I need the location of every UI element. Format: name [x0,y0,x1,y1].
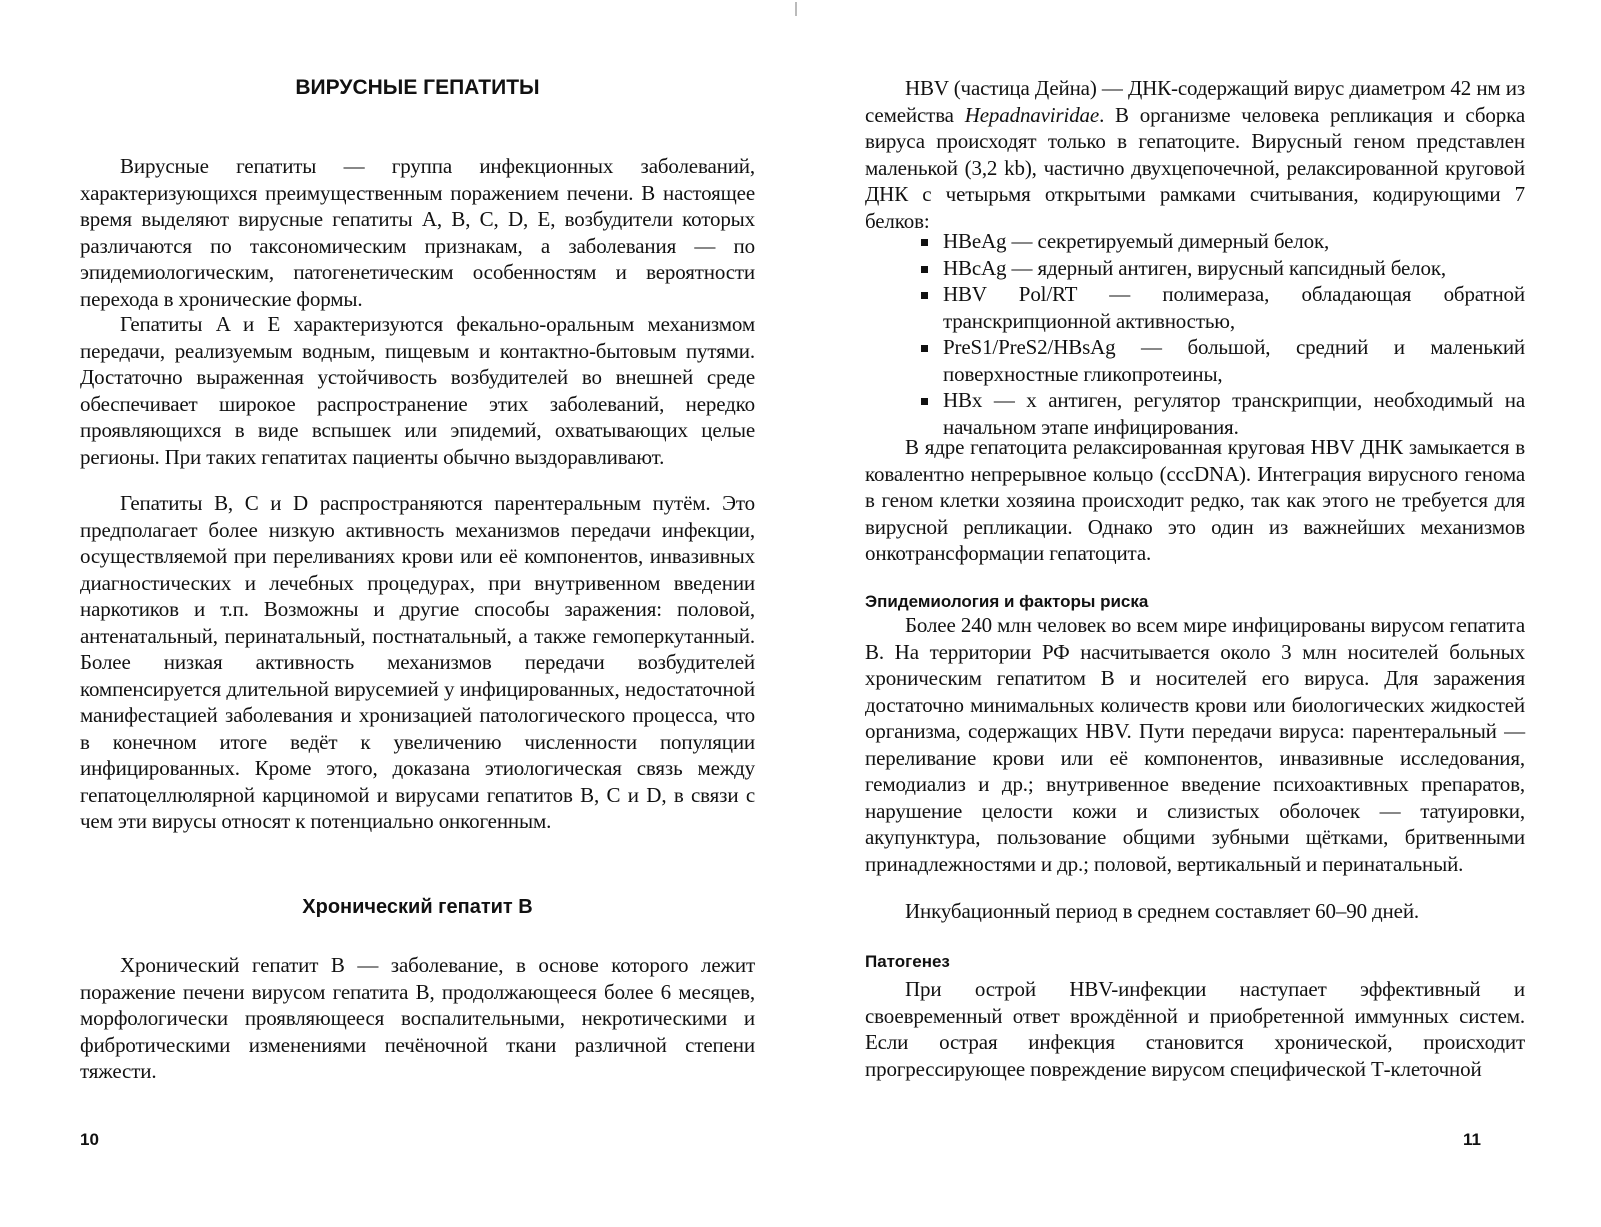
paragraph: В ядре гепатоцита релаксированная круговая HBV ДНК замыкается в ковалентно непрерывное кольцо (cccDNA). Интеграция вирусного генома в геном клетки хозяина происходит редко, так как этого не требуется для вирусной репликации. Однако это один из важнейших механизмов онкотрансформации гепатоцита. [865,435,1525,565]
bullet-icon [921,239,928,246]
page-number: 11 [1463,1130,1481,1149]
right-page [865,0,1525,1227]
paragraph: Хронический гепатит B — заболевание, в основе которого лежит поражение печени вирусом гепатита B, продолжающееся более 6 месяцев, морфологически проявляющееся воспалительными, некротическими и фибротическими изменениями печёночной ткани различной степени тяжести. [80,953,755,1083]
list-item: HBeAg — секретируемый димерный белок, [917,228,1525,255]
page-number: 10 [80,1130,99,1149]
gutter-mark [795,2,797,16]
paragraph: Вирусные гепатиты — группа инфекционных заболеваний, характеризующихся преимущественным поражением печени. В настоящее время выделяют вирусные гепатиты A, B, C, D, E, возбудители которых различаются по таксономическим признакам, а заболевания — по эпидемиологическим, патогенетическим особенностям и вероятности перехода в хронические формы. [80,154,755,311]
bullet-list [917,228,1525,440]
paragraph: Более 240 млн человек во всем мире инфицированы вирусом гепатита B. На территории РФ насчитывается около 3 млн носителей больных хроническим гепатитом B и носителей его вируса. Для заражения достаточно минимальных количеств крови или биологических жидкостей организма, содержащих HBV. Пути передачи вируса: парентеральный — переливание крови или её компонентов, инвазивные исследования, гемодиализ и др.; внутривенное введение психоактивных препаратов, нарушение целости кожи и слизистых оболочек — татуировки, акупунктура, пользование общими зубными щётками, бритвенными принадлежностями и др.; половой, вертикальный и перинатальный. [865,613,1525,876]
bullet-icon [921,345,928,352]
italic-term: Hepadnaviridae [964,102,1100,127]
paragraph: Гепатиты B, C и D распространяются парентеральным путём. Это предполагает более низкую активность механизмов передачи инфекции, осуществляемой при переливаниях крови или её компонентов, инвазивных диагностических и лечебных процедурах, при внутривенном введении наркотиков и т.п. Возможны и другие способы заражения: половой, антенатальный, перинатальный, постнатальный, а также гемоперкутанный. Более низкая активность механизмов передачи возбудителей компенсируется длительной вирусемией у инфицированных, недостаточной манифестацией заболевания и хронизацией патологического процесса, что в конечном итоге ведёт к увеличению численности популяции инфицированных. Кроме этого, доказана этиологическая связь между гепатоцеллюлярной карциномой и вирусами гепатитов B, C и D, в связи с чем эти вирусы относят к потенциально онкогенным. [80,491,755,833]
paragraph: HBV (частица Дейна) — ДНК-содержащий вирус диаметром 42 нм из семейства Hepadnaviridae. В организме человека репликация и сборка вируса происходят только в гепатоците. Вирусный геном представлен маленькой (3,2 kb), частично двухцепочечной, релаксированной круговой ДНК с четырьмя открытыми рамками считывания, кодирующими 7 белков: [865,76,1525,233]
chapter-title: ВИРУСНЫЕ ГЕПАТИТЫ [295,76,540,99]
section-title: Хронический гепатит B [302,896,533,918]
subsection-heading: Эпидемиология и факторы риска [865,592,1149,611]
list-item: HBV Pol/RT — полимераза, обладающая обратной транскрипционной активностью, [917,281,1525,334]
paragraph: Гепатиты A и E характеризуются фекально-оральным механизмом передачи, реализуемым водным, пищевым и контактно-бытовым путями. Достаточно выраженная устойчивость возбудителей во внешней среде обеспечивает широкое распространение этих заболеваний, нередко проявляющихся в виде вспышек или эпидемий, охватывающих целые регионы. При таких гепатитах пациенты обычно выздоравливают. [80,312,755,469]
list-item: HBcAg — ядерный антиген, вирусный капсидный белок, [917,255,1525,282]
paragraph: Инкубационный период в среднем составляет 60–90 дней. [905,899,1420,923]
left-page [80,0,755,1227]
bullet-icon [921,398,928,405]
bullet-icon [921,292,928,299]
list-item: HBx — x антиген, регулятор транскрипции, необходимый на начальном этапе инфицирования. [917,387,1525,440]
subsection-heading: Патогенез [865,952,950,971]
bullet-icon [921,266,928,273]
list-item: PreS1/PreS2/HBsAg — большой, средний и маленький поверхностные гликопротеины, [917,334,1525,387]
paragraph: При острой HBV-инфекции наступает эффективный и своевременный ответ врождённой и приобретенной иммунных систем. Если острая инфекция становится хронической, происходит прогрессирующее повреждение вирусом специфической Т-клеточной [865,977,1525,1081]
